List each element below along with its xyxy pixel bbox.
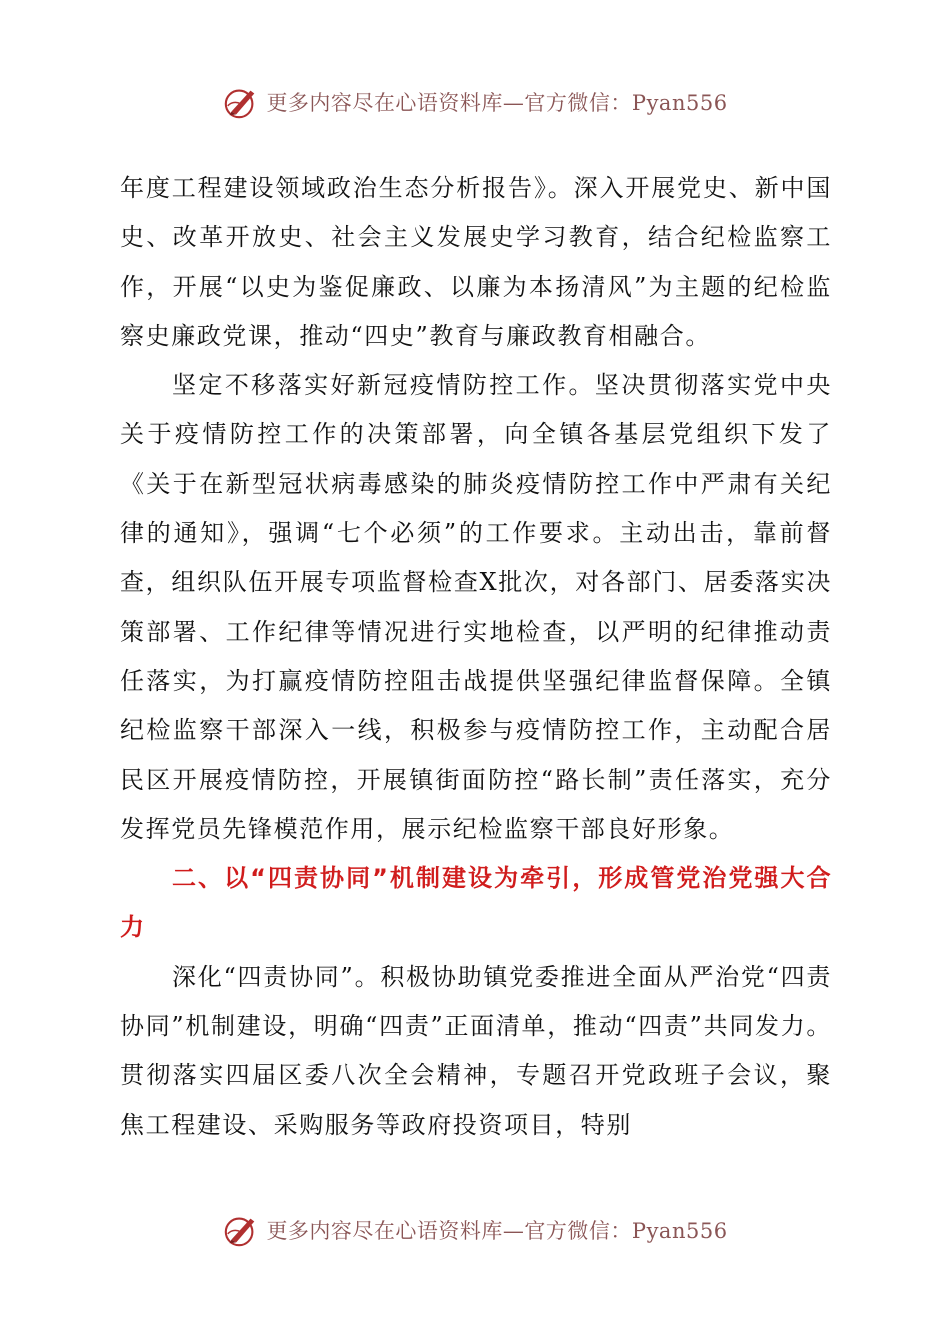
- footer-banner: [0, 1208, 950, 1252]
- paragraph-epidemic-control: 坚定不移落实好新冠疫情防控工作。坚决贯彻落实党中央关于疫情防控工作的决策部署，向全镇各基层党组织下发了《关于在新型冠状病毒感染的肺炎疫情防控工作中严肃有关纪律的通知》，强调“七个必须”的工作要求。主动出击，靠前督查，组织队伍开展专项监督检查X批次，对各部门、居委落实决策部署、工作纪律等情况进行实地检查，以严明的纪律推动责任落实，为打赢疫情防控阻击战提供坚强纪律监督保障。全镇纪检监察干部深入一线，积极参与疫情防控工作，主动配合居民区开展疫情防控，开展镇街面防控“路长制”责任落实，充分发挥党员先锋模范作用，展示纪检监察干部良好形象。: [120, 371, 832, 843]
- document-body: [120, 164, 832, 1150]
- section-heading-2: 二、以“四责协同”机制建设为牵引，形成管党治党强大合力: [120, 864, 832, 942]
- pen-logo-icon: [222, 83, 260, 121]
- header-banner-text: 更多内容尽在心语资料库—官方微信：Pyan556: [266, 91, 728, 115]
- footer-banner-text: 更多内容尽在心语资料库—官方微信：Pyan556: [266, 1219, 728, 1243]
- paragraph-continued: 年度工程建设领域政治生态分析报告》。深入开展党史、新中国史、改革开放史、社会主义发展史学习教育，结合纪检监察工作，开展“以史为鉴促廉政、以廉为本扬清风”为主题的纪检监察史廉政党课，推动“四史”教育与廉政教育相融合。: [120, 174, 832, 350]
- header-banner: [0, 80, 950, 124]
- paragraph-four-responsibilities: 深化“四责协同”。积极协助镇党委推进全面从严治党“四责协同”机制建设，明确“四责”正面清单，推动“四责”共同发力。贯彻落实四届区委八次全会精神，专题召开党政班子会议，聚焦工程建设、采购服务等政府投资项目，特别: [120, 962, 832, 1139]
- pen-logo-icon: [222, 1211, 260, 1249]
